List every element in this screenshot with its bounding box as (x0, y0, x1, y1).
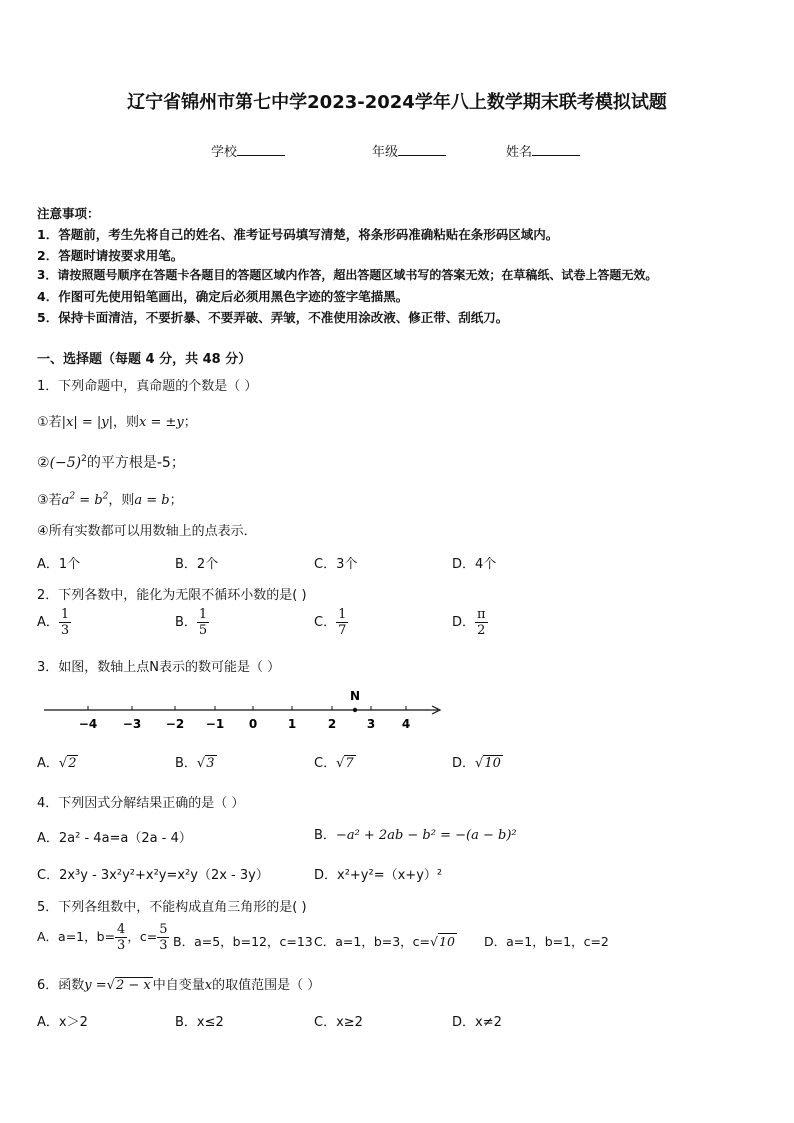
option-d[interactable]: D．x²+y²=（x+y）² (314, 868, 443, 883)
tick-label: −1 (205, 717, 225, 731)
option-a[interactable]: A．x＞2 (37, 1015, 88, 1030)
note-item: 5．保持卡面清洁，不要折暴、不要弄破、弄皱，不准使用涂改液、修正带、刮纸刀。 (37, 310, 509, 325)
point-n-label: N (350, 689, 361, 703)
option-c[interactable]: C． $\frac{1}{7}$ (314, 607, 347, 638)
name-field[interactable] (506, 141, 580, 160)
note-item: 4．作图可先使用铅笔画出，确定后必须用黑色字迹的签字笔描黑。 (37, 289, 409, 304)
question-1-statement-1: ①若|x| = |y|，则x = ±y； (37, 415, 197, 430)
section-heading: 一、选择题（每题 4 分，共 48 分） (37, 352, 252, 367)
question-1-stem: 1．下列命题中，真命题的个数是（ ） (37, 379, 258, 394)
option-b[interactable]: B． $\frac{1}{5}$ (175, 607, 208, 638)
option-a[interactable]: A． $\frac{1}{3}$ (37, 607, 70, 638)
question-4-stem: 4．下列因式分解结果正确的是（ ） (37, 796, 245, 811)
question-5-stem: 5．下列各组数中，不能构成直角三角形的是( ) (37, 900, 307, 915)
point-n (353, 708, 357, 712)
option-a[interactable]: A．√2 (37, 756, 77, 771)
tick-label: −4 (78, 717, 98, 731)
tick-label: 0 (248, 717, 258, 731)
option-a[interactable]: A．1个 (37, 557, 81, 572)
name-label: 姓名 (506, 145, 533, 160)
page-title: 辽宁省锦州市第七中学2023-2024学年八上数学期末联考模拟试题 (127, 92, 667, 113)
option-d[interactable]: D．a=1，b=1，c=2 (484, 934, 609, 949)
option-c[interactable]: C．x≥2 (314, 1015, 363, 1030)
tick-label: −3 (122, 717, 142, 731)
option-d[interactable]: D．x≠2 (452, 1015, 502, 1030)
option-a[interactable]: A．2a² - 4a=a（2a - 4） (37, 831, 192, 846)
option-d[interactable]: D． $\frac{\pi}{2}$ (452, 607, 486, 638)
note-item: 1．答题前，考生先将自己的姓名、准考证号码填写清楚，将条形码准确粘贴在条形码区域内。 (37, 227, 559, 242)
school-label: 学校 (211, 145, 238, 160)
school-blank[interactable] (237, 143, 285, 156)
question-6-stem: 6．函数y =√2 − x 中自变量x的取值范围是（ ） (37, 978, 321, 993)
tick-label: 1 (287, 717, 297, 731)
option-c[interactable]: C．2x³y - 3x²y²+x²y=x²y（2x - 3y） (37, 868, 269, 883)
option-b[interactable]: B．−a² + 2ab − b² = −(a − b)² (314, 828, 517, 843)
option-d[interactable]: D．4个 (452, 557, 497, 572)
name-blank[interactable] (532, 143, 580, 156)
option-c[interactable]: C．a=1，b=3，c=√10 (314, 934, 455, 949)
option-b[interactable]: B．√3 (175, 756, 215, 771)
tick-label: 3 (366, 717, 376, 731)
question-1-statement-4: ④所有实数都可以用数轴上的点表示． (37, 524, 257, 539)
number-line-figure (40, 686, 450, 734)
notes-heading: 注意事项： (37, 206, 100, 221)
grade-blank[interactable] (398, 143, 446, 156)
option-c[interactable]: C．3个 (314, 557, 358, 572)
tick-label: 4 (401, 717, 411, 731)
note-item: 3．请按照题号顺序在答题卡各题目的答题区域内作答，超出答题区域书写的答案无效；在草稿纸、试卷上答题无效。 (37, 268, 658, 282)
question-1-statement-2: $②(-5)^2$的平方根是-5； (37, 454, 185, 471)
question-1-statement-3: ③若$a^2 = b^2$，则a = b； (37, 491, 183, 508)
question-2-stem: 2．下列各数中，能化为无限不循环小数的是( ) (37, 588, 307, 603)
tick-label: 2 (327, 717, 337, 731)
option-c[interactable]: C．√7 (314, 756, 354, 771)
question-3-stem: 3．如图，数轴上点N表示的数可能是（ ） (37, 660, 281, 675)
option-b[interactable]: B．2个 (175, 557, 219, 572)
option-b[interactable]: B．a=5，b=12，c=13 (173, 934, 313, 949)
option-b[interactable]: B．x≤2 (175, 1015, 224, 1030)
grade-label: 年级 (372, 145, 399, 160)
option-d[interactable]: D．√10 (452, 756, 501, 771)
tick-label: −2 (165, 717, 185, 731)
school-field[interactable] (211, 141, 285, 160)
note-item: 2．答题时请按要求用笔。 (37, 248, 184, 263)
grade-field[interactable] (372, 141, 446, 160)
option-a[interactable]: A．a=1，b= $\frac{4}{3}$ ，c= $\frac{5}{3}$ (37, 922, 168, 953)
